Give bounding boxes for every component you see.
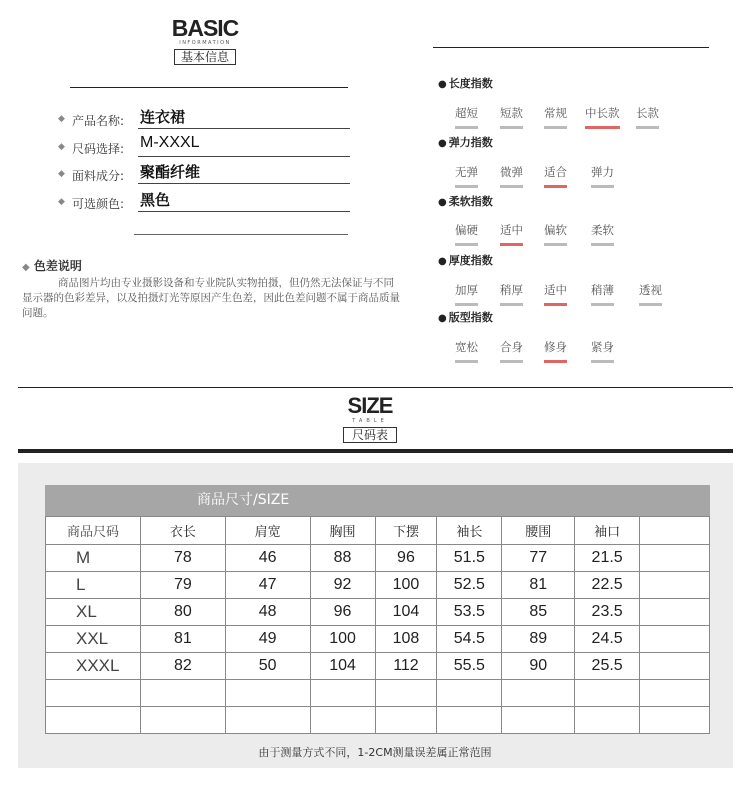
divider (18, 449, 733, 453)
option-bar (500, 303, 523, 306)
index-option-label: 加厚 (455, 283, 478, 297)
table-cell: 78 (140, 545, 225, 572)
table-cell (310, 707, 375, 734)
size-header (330, 394, 410, 443)
divider (134, 234, 348, 235)
basic-subtitle: INFORMATION (179, 40, 231, 46)
table-cell (640, 545, 710, 572)
underline (138, 183, 350, 184)
table-cell: 89 (502, 626, 575, 653)
option-bar (636, 126, 659, 129)
size-label-cell: L (46, 572, 141, 599)
color-note-title: 色差说明 (33, 259, 82, 273)
table-cell (375, 707, 437, 734)
table-cell: 54.5 (437, 626, 502, 653)
size-table (45, 485, 710, 734)
option-bar (455, 360, 478, 363)
table-cell: 85 (502, 599, 575, 626)
index-option-label: 偏硬 (455, 223, 478, 237)
index-option (591, 164, 614, 183)
product-name-label: 产品名称: (72, 114, 125, 128)
size-title: SIZE (347, 393, 393, 418)
color-note-heading (22, 257, 82, 274)
bullet-icon: ● (438, 138, 447, 149)
index-option (544, 222, 567, 241)
table-cell (225, 707, 310, 734)
index-title (438, 193, 493, 209)
option-bar (455, 185, 478, 188)
size-cn-label: 尺码表 (343, 427, 397, 443)
table-cell: 81 (502, 572, 575, 599)
diamond-icon: ◆ (58, 114, 65, 124)
option-bar (500, 185, 523, 188)
table-row (46, 626, 710, 653)
table-cell (437, 680, 502, 707)
index-option-label: 常规 (544, 106, 567, 120)
index-option-selected (500, 222, 523, 241)
option-bar (455, 126, 478, 129)
basic-title: BASIC (171, 15, 239, 41)
option-bar (591, 243, 614, 246)
table-cell: 23.5 (575, 599, 640, 626)
table-cell: 21.5 (575, 545, 640, 572)
table-cell: 112 (375, 653, 437, 680)
table-row-empty (46, 680, 710, 707)
option-bar (544, 185, 567, 188)
index-option-label: 长款 (636, 106, 659, 120)
index-options (440, 105, 680, 133)
index-option-label: 柔软 (591, 223, 614, 237)
index-title-label: 长度指数 (448, 77, 493, 90)
product-name-value: 连衣裙 (140, 108, 186, 126)
bullet-icon: ● (438, 197, 447, 208)
option-bar (591, 303, 614, 306)
index-title-label: 柔软指数 (448, 195, 493, 208)
index-option (455, 222, 478, 241)
index-option-label: 适中 (544, 283, 567, 297)
table-cell (46, 707, 141, 734)
table-cell: 104 (310, 653, 375, 680)
index-title-label: 弹力指数 (448, 136, 493, 149)
underline (138, 211, 350, 212)
table-cell: 50 (225, 653, 310, 680)
table-header-cell: 袖长 (437, 517, 502, 545)
table-cell: 49 (225, 626, 310, 653)
bullet-icon: ● (438, 79, 447, 90)
size-label-cell: XXL (46, 626, 141, 653)
table-cell (640, 572, 710, 599)
option-bar (500, 243, 523, 246)
index-option-label: 弹力 (591, 165, 614, 179)
diamond-icon: ◆ (58, 169, 65, 179)
color-note-body: 商品图片均由专业摄影设备和专业院队实物拍摄，但仍然无法保证与不同显示器的色彩差异，以及拍摄灯光等原因产生色差，因此色差问题不属于商品质量问题。 (22, 277, 400, 319)
table-header-cell: 商品尺码 (46, 517, 141, 545)
diamond-icon: ◆ (22, 262, 30, 273)
index-options (440, 339, 680, 367)
option-bar (591, 185, 614, 188)
table-cell (502, 707, 575, 734)
index-title-label: 版型指数 (448, 311, 493, 324)
index-option (455, 282, 478, 301)
table-cell: 25.5 (575, 653, 640, 680)
table-row (46, 599, 710, 626)
table-header-cell (640, 517, 710, 545)
table-cell: 96 (310, 599, 375, 626)
divider (433, 47, 709, 48)
index-title (438, 309, 493, 325)
bullet-icon: ● (438, 256, 447, 267)
index-option-label: 宽松 (455, 340, 478, 354)
diamond-icon: ◆ (58, 142, 65, 152)
option-bar (585, 126, 620, 129)
size-label-cell: XXXL (46, 653, 141, 680)
index-options (440, 164, 680, 192)
basic-cn-label: 基本信息 (174, 49, 236, 65)
table-row-empty (46, 707, 710, 734)
table-cell: 88 (310, 545, 375, 572)
table-row (46, 545, 710, 572)
index-option-label: 稍薄 (591, 283, 614, 297)
index-option (500, 339, 523, 358)
color-label: 可选颜色: (72, 197, 125, 211)
table-cell (640, 707, 710, 734)
table-cell: 79 (140, 572, 225, 599)
option-bar (639, 303, 662, 306)
size-label-cell: M (46, 545, 141, 572)
table-cell: 53.5 (437, 599, 502, 626)
index-option-selected (544, 339, 567, 358)
measurement-footnote: 由于测量方式不同，1-2CM测量误差属正常范围 (258, 746, 492, 759)
option-bar (544, 243, 567, 246)
table-cell: 90 (502, 653, 575, 680)
index-option-label: 透视 (639, 283, 662, 297)
table-cell: 47 (225, 572, 310, 599)
size-subtitle: TABLE (352, 418, 388, 424)
table-cell (640, 653, 710, 680)
table-cell (310, 680, 375, 707)
index-option-label: 超短 (455, 106, 478, 120)
table-cell: 48 (225, 599, 310, 626)
table-cell: 82 (140, 653, 225, 680)
fabric-label: 面料成分: (72, 169, 125, 183)
index-option (500, 105, 523, 124)
option-bar (455, 303, 478, 306)
table-cell: 92 (310, 572, 375, 599)
table-cell (375, 680, 437, 707)
index-title (438, 252, 493, 268)
table-header-cell: 肩宽 (225, 517, 310, 545)
table-header-cell: 袖口 (575, 517, 640, 545)
table-cell (640, 626, 710, 653)
index-option-label: 适合 (544, 165, 567, 179)
option-bar (544, 126, 567, 129)
index-option (591, 339, 614, 358)
index-option (591, 282, 614, 301)
diamond-icon: ◆ (58, 197, 65, 207)
index-title-label: 厚度指数 (448, 254, 493, 267)
table-cell: 24.5 (575, 626, 640, 653)
index-option-label: 短款 (500, 106, 523, 120)
table-cell (46, 680, 141, 707)
index-option-label: 偏软 (544, 223, 567, 237)
option-bar (455, 243, 478, 246)
table-header-cell: 胸围 (310, 517, 375, 545)
table-row (46, 653, 710, 680)
table-cell: 52.5 (437, 572, 502, 599)
table-header-cell: 下摆 (375, 517, 437, 545)
bullet-icon: ● (438, 313, 447, 324)
index-option (591, 222, 614, 241)
table-cell: 51.5 (437, 545, 502, 572)
index-option (500, 164, 523, 183)
divider (70, 87, 348, 88)
table-cell (502, 680, 575, 707)
index-option-label: 稍厚 (500, 283, 523, 297)
table-cell (140, 707, 225, 734)
index-option-selected (544, 282, 567, 301)
index-option (455, 164, 478, 183)
option-bar (591, 360, 614, 363)
table-header-cell: 腰围 (502, 517, 575, 545)
index-options (440, 282, 680, 310)
table-cell: 100 (310, 626, 375, 653)
index-option (455, 105, 478, 124)
option-bar (544, 303, 567, 306)
option-bar (544, 360, 567, 363)
index-option-label: 无弹 (455, 165, 478, 179)
index-option (544, 105, 567, 124)
index-option (455, 339, 478, 358)
table-cell: 104 (375, 599, 437, 626)
table-cell: 22.5 (575, 572, 640, 599)
index-option (636, 105, 659, 124)
basic-info-header (160, 16, 250, 65)
index-title (438, 75, 493, 91)
table-cell (575, 707, 640, 734)
table-cell (140, 680, 225, 707)
index-option-label: 适中 (500, 223, 523, 237)
table-cell: 46 (225, 545, 310, 572)
underline (138, 156, 350, 157)
option-bar (500, 360, 523, 363)
table-cell: 108 (375, 626, 437, 653)
table-cell (640, 680, 710, 707)
table-cell: 96 (375, 545, 437, 572)
index-option-label: 合身 (500, 340, 523, 354)
table-cell: 100 (375, 572, 437, 599)
table-row (46, 572, 710, 599)
size-table-grid (45, 516, 710, 734)
index-option (639, 282, 662, 301)
size-table-caption: 商品尺寸/SIZE (45, 485, 710, 516)
size-range-value: M-XXXL (140, 134, 200, 151)
table-cell (575, 680, 640, 707)
size-range-label: 尺码选择: (72, 142, 125, 156)
divider (18, 387, 733, 388)
underline (138, 128, 350, 129)
table-cell (640, 599, 710, 626)
fabric-value: 聚酯纤维 (140, 163, 201, 181)
index-option-label: 紧身 (591, 340, 614, 354)
index-option-selected (544, 164, 567, 183)
size-label-cell: XL (46, 599, 141, 626)
table-header-row (46, 517, 710, 545)
table-cell: 80 (140, 599, 225, 626)
index-option-selected (585, 105, 620, 124)
color-value: 黑色 (140, 191, 171, 209)
table-cell (225, 680, 310, 707)
index-option-label: 中长款 (585, 106, 620, 120)
table-header-cell: 衣长 (140, 517, 225, 545)
index-option-label: 微弹 (500, 165, 523, 179)
index-options (440, 222, 680, 250)
table-cell: 77 (502, 545, 575, 572)
table-cell: 55.5 (437, 653, 502, 680)
option-bar (500, 126, 523, 129)
table-cell: 81 (140, 626, 225, 653)
index-title (438, 134, 493, 150)
index-option (500, 282, 523, 301)
index-option-label: 修身 (544, 340, 567, 354)
table-cell (437, 707, 502, 734)
